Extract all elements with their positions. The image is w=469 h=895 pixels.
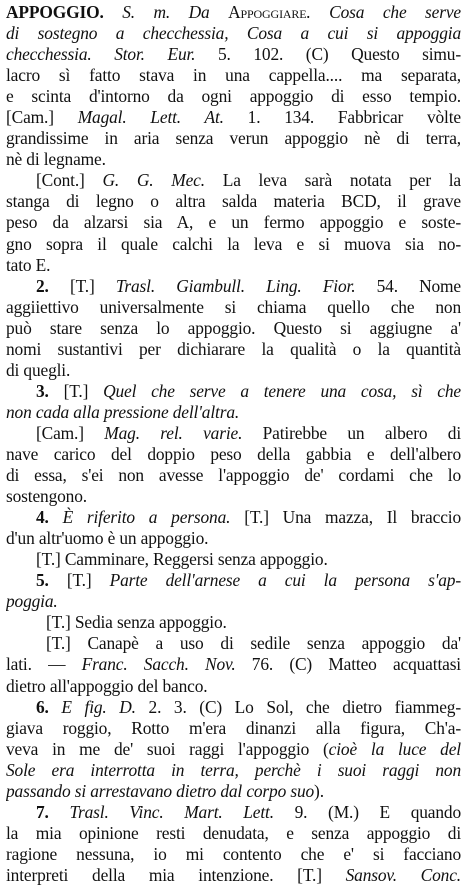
text-run: 54. Nome bbox=[355, 275, 461, 296]
italic-run: Sansov. Conc. bbox=[345, 864, 461, 885]
text-line bbox=[6, 802, 461, 823]
sense-number: 7. bbox=[36, 801, 70, 822]
text-run: d'un altr'uomo è un appoggio. bbox=[6, 528, 209, 549]
sense-number: 3. bbox=[36, 380, 64, 401]
italic-run: passando si arrestavano dietro dal corpo suo bbox=[6, 780, 315, 801]
sense-number: 5. bbox=[36, 570, 67, 591]
text-run: nave carico del doppio peso della gabbia e dell'albero bbox=[6, 443, 461, 464]
italic-run: È riferito a persona. bbox=[62, 507, 231, 528]
entry-headline bbox=[6, 2, 461, 23]
text-run: [T.] Una mazza, Il braccio bbox=[230, 507, 461, 528]
text-run: interpreti della mia intenzione. [T.] bbox=[6, 864, 346, 885]
text-run: 2. 3. (C) Lo Sol, che dietro fiammeg- bbox=[135, 696, 461, 717]
text-run: giava roggio, Rotto m'era dinanzi alla figura, Ch'a- bbox=[6, 717, 461, 738]
text-run: tato E. bbox=[6, 254, 51, 275]
italic-run: Sole era interrotta in terra, perchè i suoi raggi non bbox=[6, 759, 461, 780]
text-line bbox=[6, 339, 461, 360]
text-line bbox=[6, 865, 461, 886]
italic-run: E fig. D. bbox=[61, 696, 136, 717]
text-run: 76. (C) Matteo acquattasi bbox=[235, 654, 461, 675]
text-run: può stare senza lo appoggio. Questo si aggiugne a' bbox=[6, 317, 461, 338]
text-line bbox=[6, 44, 461, 65]
text-line bbox=[6, 718, 461, 739]
text-line bbox=[6, 276, 461, 297]
text-run: stanga di legno o altra salda materia BCD, il grave bbox=[6, 191, 461, 212]
text-run: nomi sustantivi per dichiarare la qualità o la quantità bbox=[6, 338, 461, 359]
text-line bbox=[6, 65, 461, 86]
text-run: [T.] bbox=[66, 570, 110, 591]
text-line bbox=[6, 297, 461, 318]
text-line bbox=[6, 128, 461, 149]
italic-run: poggia. bbox=[6, 591, 58, 612]
sense-number: 6. bbox=[36, 696, 62, 717]
italic-run: Parte dell'arnese a cui la persona s'ap- bbox=[109, 570, 461, 591]
text-line bbox=[6, 149, 461, 170]
text-line bbox=[6, 381, 461, 402]
small-caps-run: Appoggiare bbox=[228, 2, 307, 22]
text-line bbox=[6, 739, 461, 760]
text-run: nè di legname. bbox=[6, 149, 106, 170]
italic-run: Mag. rel. varie. bbox=[104, 422, 243, 443]
sense-number: 2. bbox=[36, 275, 70, 296]
text-line bbox=[6, 612, 461, 633]
text-run: la mia opinione resti denudata, e senza appoggio di bbox=[6, 822, 461, 843]
text-run: aggiiettivo universalmente si chiama quello che non bbox=[6, 296, 461, 317]
text-line bbox=[6, 760, 461, 781]
italic-run: cioè la luce del bbox=[328, 738, 461, 759]
text-run: [T.] bbox=[69, 275, 116, 296]
text-line bbox=[6, 23, 461, 44]
italic-run: di sostegno a checchessia, Cosa a cui si appoggia bbox=[6, 23, 461, 44]
italic-run: non cada alla pressione dell'altra. bbox=[6, 401, 240, 422]
text-run: [T.] Sedia senza appoggio. bbox=[46, 612, 227, 633]
text-run: ). bbox=[314, 780, 324, 801]
text-line bbox=[6, 86, 461, 107]
text-line bbox=[6, 486, 461, 507]
text-line bbox=[6, 591, 461, 612]
text-run: [Cont.] bbox=[36, 170, 103, 191]
text-run: 9. (M.) E quando bbox=[273, 801, 461, 822]
text-line bbox=[6, 212, 461, 233]
text-run bbox=[104, 2, 123, 22]
text-run: [T.] Canapè a uso di sedile senza appoggio da' bbox=[46, 633, 461, 654]
text-run: [Cam.] bbox=[36, 422, 105, 443]
italic-run: G. G. Mec. bbox=[102, 170, 205, 191]
italic-run: S. m. Da bbox=[122, 2, 229, 22]
text-line bbox=[6, 633, 461, 654]
text-line bbox=[6, 170, 461, 191]
text-run: dietro all'appoggio del banco. bbox=[6, 675, 208, 696]
text-run: peso da alzarsi sia A, e un fermo appoggio e soste- bbox=[6, 212, 461, 233]
text-line bbox=[6, 781, 461, 802]
text-line bbox=[6, 318, 461, 339]
text-line bbox=[6, 570, 461, 591]
text-line bbox=[6, 444, 461, 465]
text-line bbox=[6, 507, 461, 528]
text-run: ragione nessuna, io mi contento che e' si facciano bbox=[6, 843, 461, 864]
text-line bbox=[6, 465, 461, 486]
text-run: [Cam.] bbox=[6, 107, 78, 128]
text-run: [T.] bbox=[63, 380, 104, 401]
text-run: 1. 134. Fabbricar vòlte bbox=[223, 107, 461, 128]
text-run: lacro sì fatto stava in una cappella.... ma separata, bbox=[6, 65, 461, 86]
italic-run: Quel che serve a tenere una cosa, sì che bbox=[103, 380, 461, 401]
text-line bbox=[6, 654, 461, 675]
text-run: e scinta d'intorno da ogni appoggio di esso tempio. bbox=[6, 86, 461, 107]
text-line bbox=[6, 107, 461, 128]
text-run: 5. 102. (C) Questo simu- bbox=[195, 44, 461, 65]
text-run: La leva sarà notata per la bbox=[204, 170, 461, 191]
text-run: sostengono. bbox=[6, 486, 87, 507]
text-line bbox=[6, 697, 461, 718]
text-line bbox=[6, 255, 461, 276]
text-run: di essa, s'ei non avesse l'appoggio de' cordami che lo bbox=[6, 465, 461, 486]
text-line bbox=[6, 423, 461, 444]
text-run: grandissime in aria senza verun appoggio nè di terra, bbox=[6, 128, 461, 149]
italic-run: Trasl. Giambull. Ling. Fior. bbox=[115, 275, 356, 296]
italic-run: checchessia. Stor. Eur. bbox=[6, 44, 196, 65]
text-line bbox=[6, 844, 461, 865]
text-run: Patirebbe un albero di bbox=[242, 422, 461, 443]
text-line bbox=[6, 402, 461, 423]
text-line bbox=[6, 234, 461, 255]
italic-run: Trasl. Vinc. Mart. Lett. bbox=[69, 801, 274, 822]
text-line bbox=[6, 549, 461, 570]
dictionary-entry bbox=[6, 2, 461, 886]
text-run: lati. — bbox=[6, 654, 82, 675]
text-run: gno sopra il quale calchi la leva e si muova sia no- bbox=[6, 233, 461, 254]
text-line bbox=[6, 676, 461, 697]
text-line bbox=[6, 360, 461, 381]
sense-number: 4. bbox=[36, 507, 63, 528]
text-run: veva in me de' suoi raggi l'appoggio ( bbox=[6, 738, 329, 759]
italic-run: . Cosa che serve bbox=[306, 2, 461, 22]
text-line bbox=[6, 823, 461, 844]
text-run: di quegli. bbox=[6, 359, 71, 380]
headword: APPOGGIO. bbox=[6, 2, 104, 22]
italic-run: Franc. Sacch. Nov. bbox=[81, 654, 236, 675]
text-run: [T.] Camminare, Reggersi senza appoggio. bbox=[36, 549, 328, 570]
italic-run: Magal. Lett. At. bbox=[77, 107, 224, 128]
text-line bbox=[6, 528, 461, 549]
text-line bbox=[6, 191, 461, 212]
